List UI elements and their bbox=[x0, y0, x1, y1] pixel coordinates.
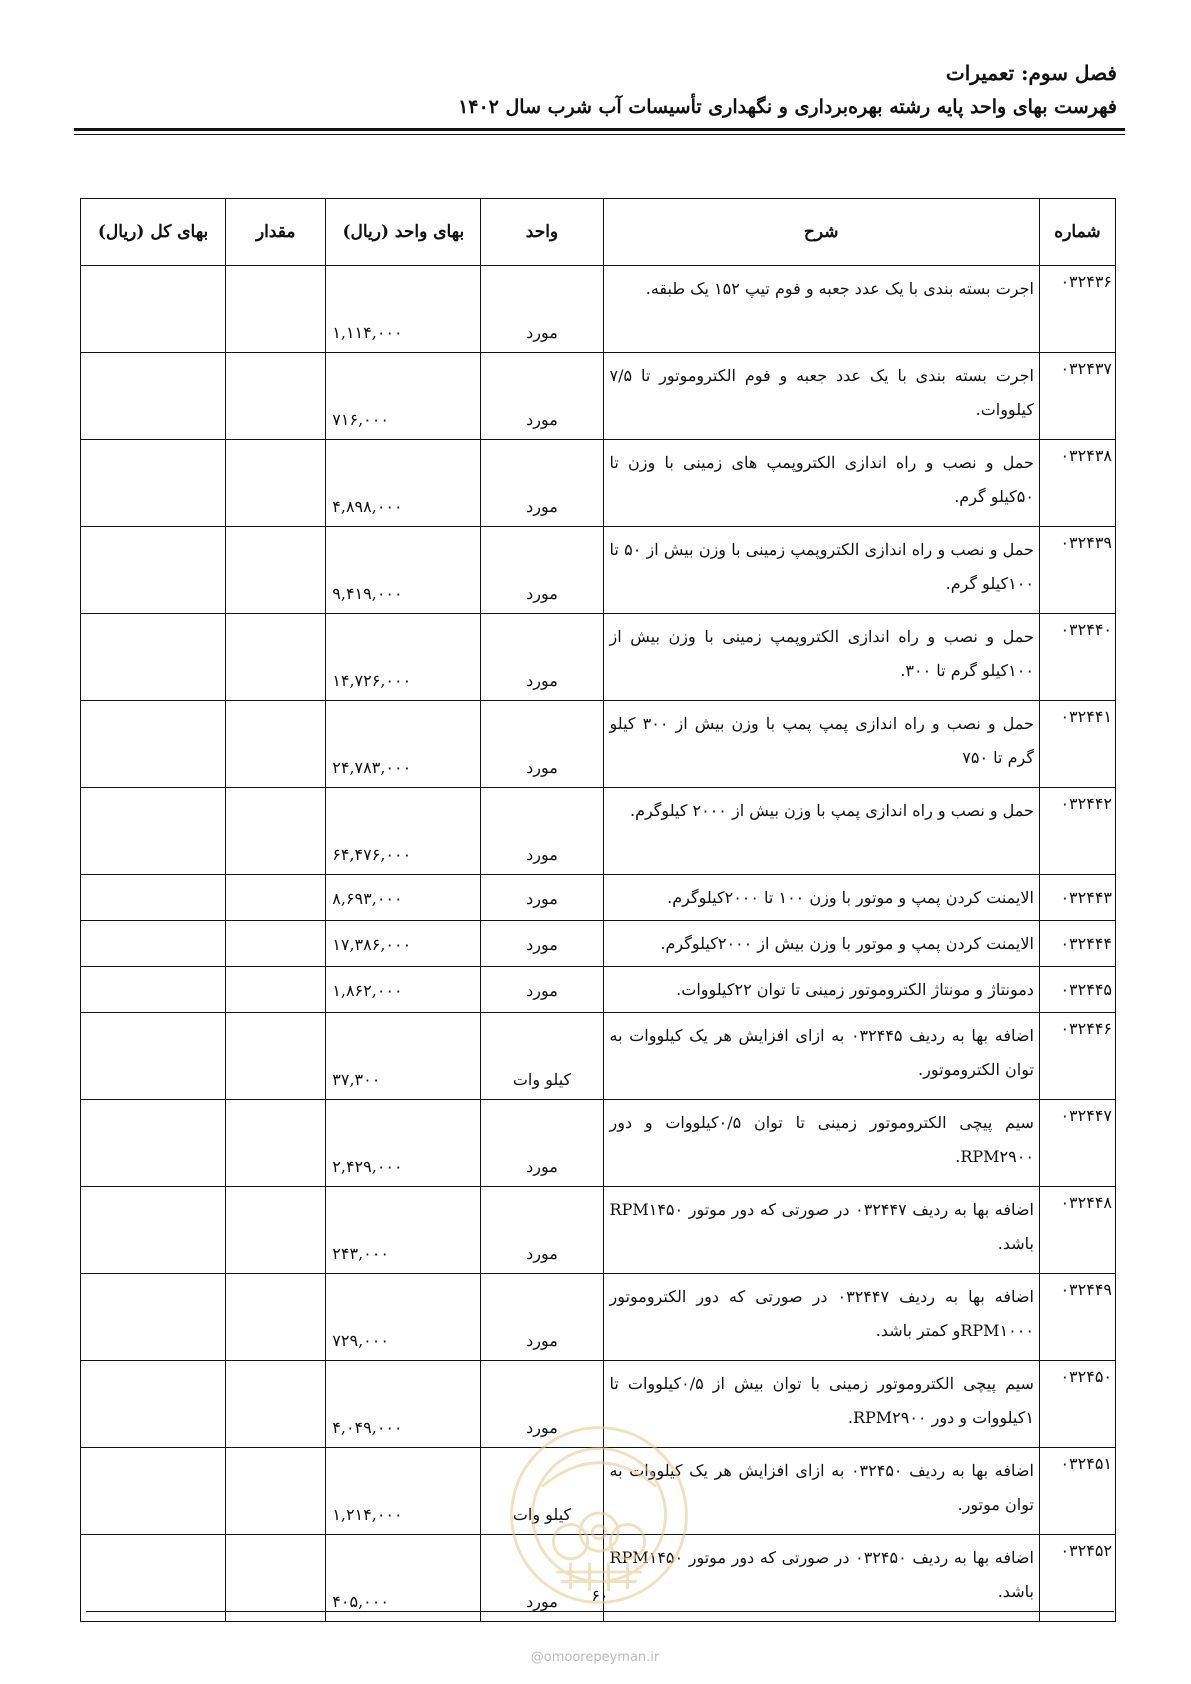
row-total-price bbox=[81, 440, 226, 527]
header-number: شماره bbox=[1039, 199, 1115, 266]
row-unit-price: ۴,۸۹۸,۰۰۰ bbox=[326, 440, 481, 527]
row-unit: مورد bbox=[481, 788, 603, 875]
row-total-price bbox=[81, 1274, 226, 1361]
row-total-price bbox=[81, 1100, 226, 1187]
row-number: ۰۳۲۴۳۷ bbox=[1039, 353, 1115, 440]
row-number: ۰۳۲۴۴۷ bbox=[1039, 1100, 1115, 1187]
row-number: ۰۳۲۴۴۴ bbox=[1039, 921, 1115, 967]
row-unit: مورد bbox=[481, 967, 603, 1013]
row-description: اضافه بها به ردیف ۰۳۲۴۵۰ در صورتی که دور موتور RPM۱۴۵۰ باشد. bbox=[603, 1535, 1039, 1622]
row-number: ۰۳۲۴۵۱ bbox=[1039, 1448, 1115, 1535]
row-number: ۰۳۲۴۴۳ bbox=[1039, 875, 1115, 921]
row-quantity bbox=[226, 1013, 326, 1100]
row-number: ۰۳۲۴۳۹ bbox=[1039, 527, 1115, 614]
row-unit: مورد bbox=[481, 614, 603, 701]
row-number: ۰۳۲۴۴۸ bbox=[1039, 1187, 1115, 1274]
row-total-price bbox=[81, 614, 226, 701]
row-total-price bbox=[81, 1361, 226, 1448]
row-description: حمل و نصب و راه اندازی الکتروپمپ های زمینی با وزن تا ۵۰کیلو گرم. bbox=[603, 440, 1039, 527]
row-unit: مورد bbox=[481, 1535, 603, 1622]
chapter-title: فصل سوم: تعمیرات bbox=[945, 61, 1117, 85]
row-unit: مورد bbox=[481, 440, 603, 527]
row-unit-price: ۱,۱۱۴,۰۰۰ bbox=[326, 266, 481, 353]
row-total-price bbox=[81, 353, 226, 440]
table-row bbox=[81, 266, 1116, 353]
row-total-price bbox=[81, 1187, 226, 1274]
row-description: الایمنت کردن پمپ و موتور با وزن ۱۰۰ تا ۲۰۰۰کیلوگرم. bbox=[603, 875, 1039, 921]
row-number: ۰۳۲۴۳۶ bbox=[1039, 266, 1115, 353]
row-quantity bbox=[226, 1187, 326, 1274]
row-number: ۰۳۲۴۵۰ bbox=[1039, 1361, 1115, 1448]
row-quantity bbox=[226, 1535, 326, 1622]
row-unit: مورد bbox=[481, 527, 603, 614]
table-header-row bbox=[81, 199, 1116, 266]
footer-rule bbox=[86, 1611, 1114, 1612]
page-number: ۶۰ bbox=[591, 1586, 609, 1605]
row-total-price bbox=[81, 788, 226, 875]
row-unit: مورد bbox=[481, 353, 603, 440]
row-description: حمل و نصب و راه اندازی پمپ با وزن بیش از ۲۰۰۰ کیلوگرم. bbox=[603, 788, 1039, 875]
row-unit-price: ۷۱۶,۰۰۰ bbox=[326, 353, 481, 440]
row-quantity bbox=[226, 921, 326, 967]
row-quantity bbox=[226, 875, 326, 921]
header-description: شرح bbox=[603, 199, 1039, 266]
row-unit-price: ۸,۶۹۳,۰۰۰ bbox=[326, 875, 481, 921]
table-row bbox=[81, 921, 1116, 967]
row-total-price bbox=[81, 1535, 226, 1622]
row-total-price bbox=[81, 1013, 226, 1100]
table-row bbox=[81, 1013, 1116, 1100]
row-quantity bbox=[226, 266, 326, 353]
row-unit: مورد bbox=[481, 875, 603, 921]
row-quantity bbox=[226, 1448, 326, 1535]
website-watermark: @omoorepeyman.ir bbox=[530, 1650, 660, 1665]
row-description: حمل و نصب و راه اندازی الکتروپمپ زمینی با وزن بیش از ۵۰ تا ۱۰۰کیلو گرم. bbox=[603, 527, 1039, 614]
header-unit: واحد bbox=[481, 199, 603, 266]
row-description: اضافه بها به ردیف ۰۳۲۴۴۷ در صورتی که دور موتور RPM۱۴۵۰ باشد. bbox=[603, 1187, 1039, 1274]
row-unit: مورد bbox=[481, 1361, 603, 1448]
header-unit-price: بهای واحد (ریال) bbox=[326, 199, 481, 266]
row-quantity bbox=[226, 1274, 326, 1361]
row-unit-price: ۹,۴۱۹,۰۰۰ bbox=[326, 527, 481, 614]
row-unit-price: ۴۰۵,۰۰۰ bbox=[326, 1535, 481, 1622]
row-quantity bbox=[226, 967, 326, 1013]
row-unit: کیلو وات bbox=[481, 1013, 603, 1100]
row-description: اضافه بها به ردیف ۰۳۲۴۵۰ به ازای افزایش هر یک کیلووات به توان موتور. bbox=[603, 1448, 1039, 1535]
row-number: ۰۳۲۴۴۶ bbox=[1039, 1013, 1115, 1100]
row-quantity bbox=[226, 701, 326, 788]
header-total-price: بهای کل (ریال) bbox=[81, 199, 226, 266]
row-number: ۰۳۲۴۵۲ bbox=[1039, 1535, 1115, 1622]
row-description: اضافه بها به ردیف ۰۳۲۴۴۵ به ازای افزایش هر یک کیلووات به توان الکتروموتور. bbox=[603, 1013, 1039, 1100]
row-quantity bbox=[226, 788, 326, 875]
page-header bbox=[67, 58, 1117, 122]
table-row bbox=[81, 1187, 1116, 1274]
row-unit-price: ۲,۴۲۹,۰۰۰ bbox=[326, 1100, 481, 1187]
row-unit-price: ۱۷,۳۸۶,۰۰۰ bbox=[326, 921, 481, 967]
row-total-price bbox=[81, 1448, 226, 1535]
row-number: ۰۳۲۴۴۲ bbox=[1039, 788, 1115, 875]
row-unit-price: ۱,۲۱۴,۰۰۰ bbox=[326, 1448, 481, 1535]
row-total-price bbox=[81, 266, 226, 353]
row-number: ۰۳۲۴۳۸ bbox=[1039, 440, 1115, 527]
seal-watermark bbox=[504, 1420, 694, 1610]
row-unit-price: ۲۴۳,۰۰۰ bbox=[326, 1187, 481, 1274]
table-row bbox=[81, 1274, 1116, 1361]
table-row bbox=[81, 967, 1116, 1013]
row-quantity bbox=[226, 614, 326, 701]
row-number: ۰۳۲۴۴۹ bbox=[1039, 1274, 1115, 1361]
row-total-price bbox=[81, 701, 226, 788]
row-description: سیم پیچی الکتروموتور زمینی تا توان ۰/۵کیلووات و دور RPM۲۹۰۰. bbox=[603, 1100, 1039, 1187]
row-number: ۰۳۲۴۴۰ bbox=[1039, 614, 1115, 701]
row-unit-price: ۲۴,۷۸۳,۰۰۰ bbox=[326, 701, 481, 788]
row-description: اجرت بسته بندی با یک عدد جعبه و فوم تیپ ۱۵۲ یک طبقه. bbox=[603, 266, 1039, 353]
document-subtitle: فهرست بهای واحد پایه رشته بهره‌برداری و نگهداری تأسیسات آب شرب سال ۱۴۰۲ bbox=[458, 96, 1117, 118]
table-row bbox=[81, 614, 1116, 701]
row-unit-price: ۶۴,۴۷۶,۰۰۰ bbox=[326, 788, 481, 875]
row-description: سیم پیچی الکتروموتور زمینی با توان بیش از ۰/۵کیلووات تا ۱کیلووات و دور RPM۲۹۰۰. bbox=[603, 1361, 1039, 1448]
row-description: حمل و نصب و راه اندازی پمپ پمپ با وزن بیش از ۳۰۰ کیلو گرم تا ۷۵۰ bbox=[603, 701, 1039, 788]
header-quantity: مقدار bbox=[226, 199, 326, 266]
table-row bbox=[81, 1100, 1116, 1187]
row-total-price bbox=[81, 967, 226, 1013]
table-row bbox=[81, 440, 1116, 527]
table-row bbox=[81, 788, 1116, 875]
row-unit-price: ۱,۸۶۲,۰۰۰ bbox=[326, 967, 481, 1013]
row-total-price bbox=[81, 921, 226, 967]
row-total-price bbox=[81, 527, 226, 614]
row-unit: مورد bbox=[481, 1100, 603, 1187]
table-row bbox=[81, 527, 1116, 614]
table-row bbox=[81, 353, 1116, 440]
row-unit: مورد bbox=[481, 266, 603, 353]
row-unit-price: ۳۷,۳۰۰ bbox=[326, 1013, 481, 1100]
row-unit-price: ۷۲۹,۰۰۰ bbox=[326, 1274, 481, 1361]
row-total-price bbox=[81, 875, 226, 921]
row-description: الایمنت کردن پمپ و موتور با وزن بیش از ۲۰۰۰کیلوگرم. bbox=[603, 921, 1039, 967]
table-row bbox=[81, 875, 1116, 921]
header-rule-thin bbox=[74, 134, 1125, 135]
row-unit: مورد bbox=[481, 701, 603, 788]
row-description: دمونتاژ و مونتاژ الکتروموتور زمینی تا توان ۲۲کیلووات. bbox=[603, 967, 1039, 1013]
row-quantity bbox=[226, 1100, 326, 1187]
header-rule-thick bbox=[74, 128, 1125, 131]
row-unit: مورد bbox=[481, 921, 603, 967]
row-unit-price: ۱۴,۷۲۶,۰۰۰ bbox=[326, 614, 481, 701]
row-description: حمل و نصب و راه اندازی الکتروپمپ زمینی با وزن بیش از ۱۰۰کیلو گرم تا ۳۰۰. bbox=[603, 614, 1039, 701]
row-unit: مورد bbox=[481, 1274, 603, 1361]
row-unit: کیلو وات bbox=[481, 1448, 603, 1535]
row-number: ۰۳۲۴۴۱ bbox=[1039, 701, 1115, 788]
row-number: ۰۳۲۴۴۵ bbox=[1039, 967, 1115, 1013]
row-description: اجرت بسته بندی با یک عدد جعبه و فوم الکتروموتور تا ۷/۵ کیلووات. bbox=[603, 353, 1039, 440]
row-quantity bbox=[226, 527, 326, 614]
row-unit: مورد bbox=[481, 1187, 603, 1274]
row-description: اضافه بها به ردیف ۰۳۲۴۴۷ در صورتی که دور الکتروموتور RPM۱۰۰۰و کمتر باشد. bbox=[603, 1274, 1039, 1361]
row-unit-price: ۴,۰۴۹,۰۰۰ bbox=[326, 1361, 481, 1448]
table-row bbox=[81, 701, 1116, 788]
row-quantity bbox=[226, 1361, 326, 1448]
row-quantity bbox=[226, 353, 326, 440]
row-quantity bbox=[226, 440, 326, 527]
price-table bbox=[80, 198, 1116, 1622]
